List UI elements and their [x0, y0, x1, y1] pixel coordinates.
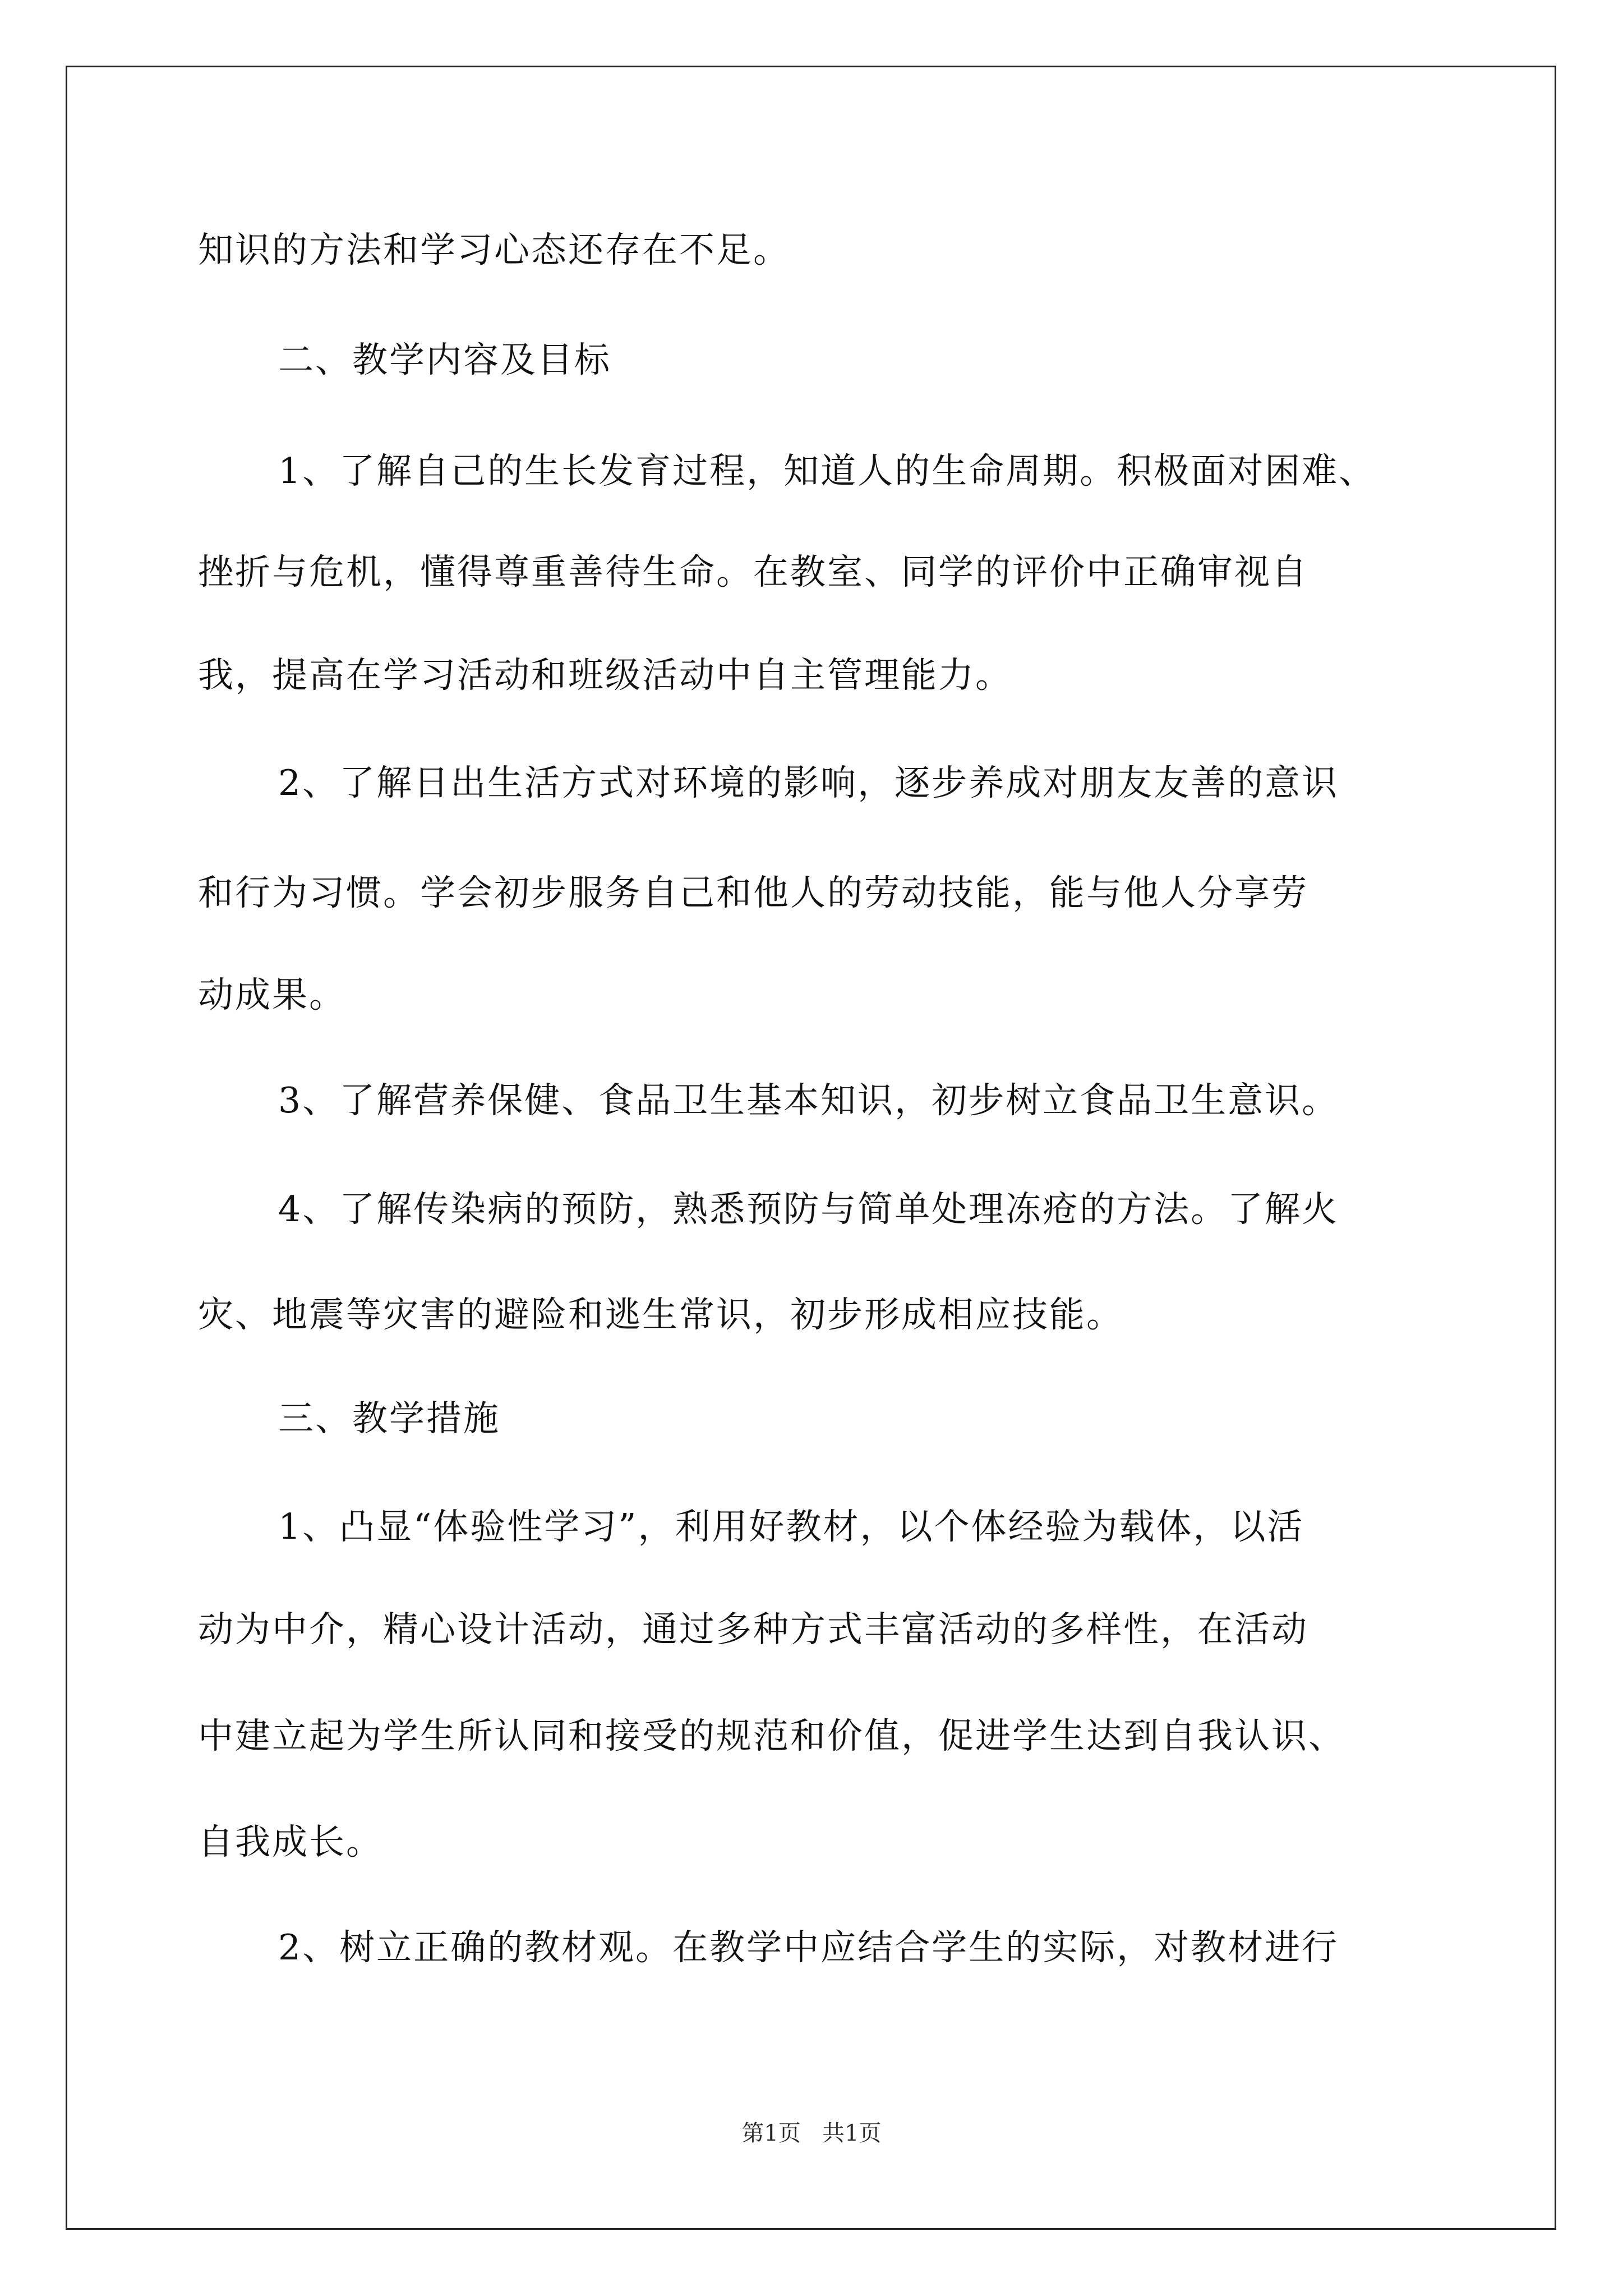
text-line: 中建立起为学生所认同和接受的规范和价值，促进学生达到自我认识、	[198, 1715, 1345, 1756]
page-border	[66, 66, 1556, 2230]
text-line: 动成果。	[198, 974, 346, 1015]
section-heading: 三、教学措施	[278, 1398, 500, 1439]
text-line: 知识的方法和学习心态还存在不足。	[198, 229, 790, 270]
text-line: 动为中介，精心设计活动，通过多种方式丰富活动的多样性，在活动	[198, 1609, 1308, 1650]
text-line: 1、了解自己的生长发育过程，知道人的生命周期。积极面对困难、	[278, 450, 1376, 491]
text-line: 1、凸显“体验性学习”，利用好教材，以个体经验为载体，以活	[278, 1506, 1304, 1547]
text-line: 自我成长。	[198, 1821, 383, 1862]
text-line: 我，提高在学习活动和班级活动中自主管理能力。	[198, 655, 1012, 696]
text-line: 2、了解日出生活方式对环境的影响，逐步养成对朋友友善的意识	[278, 762, 1339, 803]
page-footer: 第1页 共1页	[741, 2120, 882, 2146]
text-line: 2、树立正确的教材观。在教学中应结合学生的实际，对教材进行	[278, 1927, 1339, 1968]
text-line: 4、了解传染病的预防，熟悉预防与简单处理冻疮的方法。了解火	[278, 1189, 1339, 1230]
text-line: 和行为习惯。学会初步服务自己和他人的劳动技能，能与他人分享劳	[198, 872, 1308, 913]
text-line: 挫折与危机，懂得尊重善待生命。在教室、同学的评价中正确审视自	[198, 551, 1308, 592]
text-line: 3、了解营养保健、食品卫生基本知识，初步树立食品卫生意识。	[278, 1080, 1339, 1121]
text-line: 灾、地震等灾害的避险和逃生常识，初步形成相应技能。	[198, 1294, 1123, 1335]
section-heading: 二、教学内容及目标	[278, 339, 611, 380]
